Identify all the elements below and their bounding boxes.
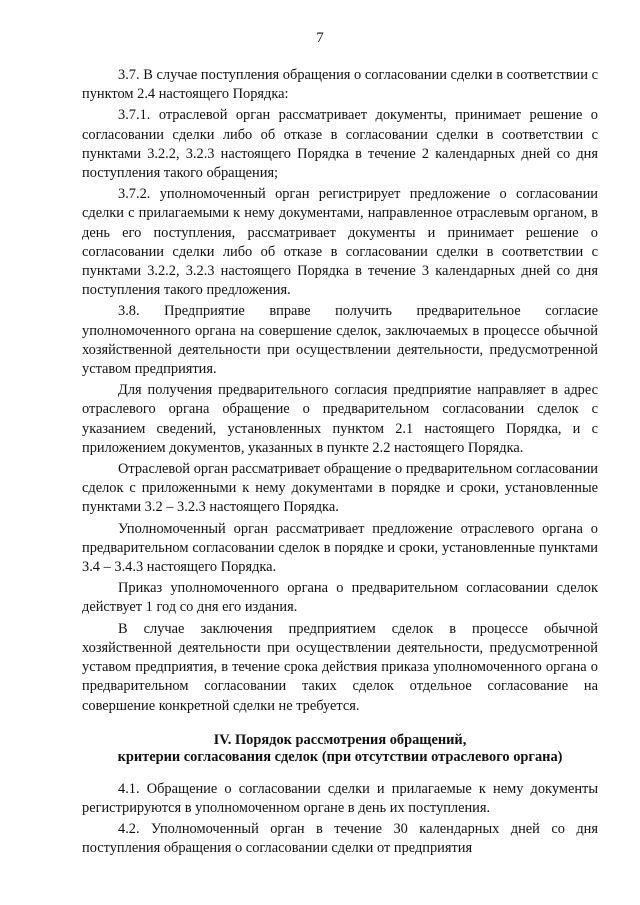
document-body <box>82 66 598 861</box>
paragraph-3-7-2: 3.7.2. уполномоченный орган регистрирует предложение о согласовании сделки с прилагаемыми к нему документами, направленное отраслевым органом, в день его поступления, рассматривает документы и принимает решение о согласовании сделки либо об отказе в согласовании сделки в соответствии с пунктами 3.2.2, 3.2.3 настоящего Порядка в течение 3 календарных дней со дня поступления такого предложения. <box>82 186 598 299</box>
paragraph-no-separate-approval: В случае заключения предприятием сделок в процессе обычной хозяйственной деятельности при осуществлении деятельности, предусмотренной уставом предприятия, в течение срока действия приказа уполномоченного органа о предварительном согласовании таких сделок отдельное согласование на совершение конкретной сделки не требуется. <box>82 620 598 714</box>
paragraph-3-7: 3.7. В случае поступления обращения о согласовании сделки в соответствии с пунктом 2.4 настоящего Порядка: <box>82 67 598 103</box>
paragraph-preliminary-request: Для получения предварительного согласия предприятие направляет в адрес отраслевого органа обращение о предварительном согласовании сделок с указанием сведений, установленных пунктом 2.1 настоящего Порядка, и с приложением документов, указанных в пункте 2.2 настоящего Порядка. <box>82 382 598 456</box>
paragraph-order-validity: Приказ уполномоченного органа о предварительном согласовании сделок действует 1 год со дня его издания. <box>82 580 598 616</box>
paragraph-3-8: 3.8. Предприятие вправе получить предварительное согласие уполномоченного органа на совершение сделок, заключаемых в процессе обычной хозяйственной деятельности при осуществлении деятельности, предусмотренной уставом предприятия. <box>82 303 598 378</box>
section-heading-line-1: IV. Порядок рассмотрения обращений, <box>213 731 467 748</box>
paragraph-branch-review: Отраслевой орган рассматривает обращение о предварительном согласовании сделок с приложенными к нему документами в порядке и сроки, установленные пунктами 3.2 – 3.2.3 настоящего Порядка. <box>82 461 598 516</box>
page-number: 7 <box>316 30 324 46</box>
paragraph-authorized-review: Уполномоченный орган рассматривает предложение отраслевого органа о предварительном согласовании сделок в порядке и сроки, установленные пунктами 3.4 – 3.4.3 настоящего Порядка. <box>82 520 598 576</box>
section-heading-line-2: критерии согласования сделок (при отсутствии отраслевого органа) <box>117 748 563 765</box>
paragraph-4-2: 4.2. Уполномоченный орган в течение 30 календарных дней со дня поступления обращения о согласовании сделки от предприятия <box>82 821 598 857</box>
paragraph-3-7-1: 3.7.1. отраслевой орган рассматривает документы, принимает решение о согласовании сделки либо об отказе в согласовании сделки в соответствии с пунктами 3.2.2, 3.2.3 настоящего Порядка в течение 2 календарных дней со дня поступления такого обращения; <box>82 107 598 182</box>
section-heading <box>82 732 598 766</box>
paragraph-4-1: 4.1. Обращение о согласовании сделки и прилагаемые к нему документы регистрируются в уполномоченном органе в день их поступления. <box>82 780 598 816</box>
